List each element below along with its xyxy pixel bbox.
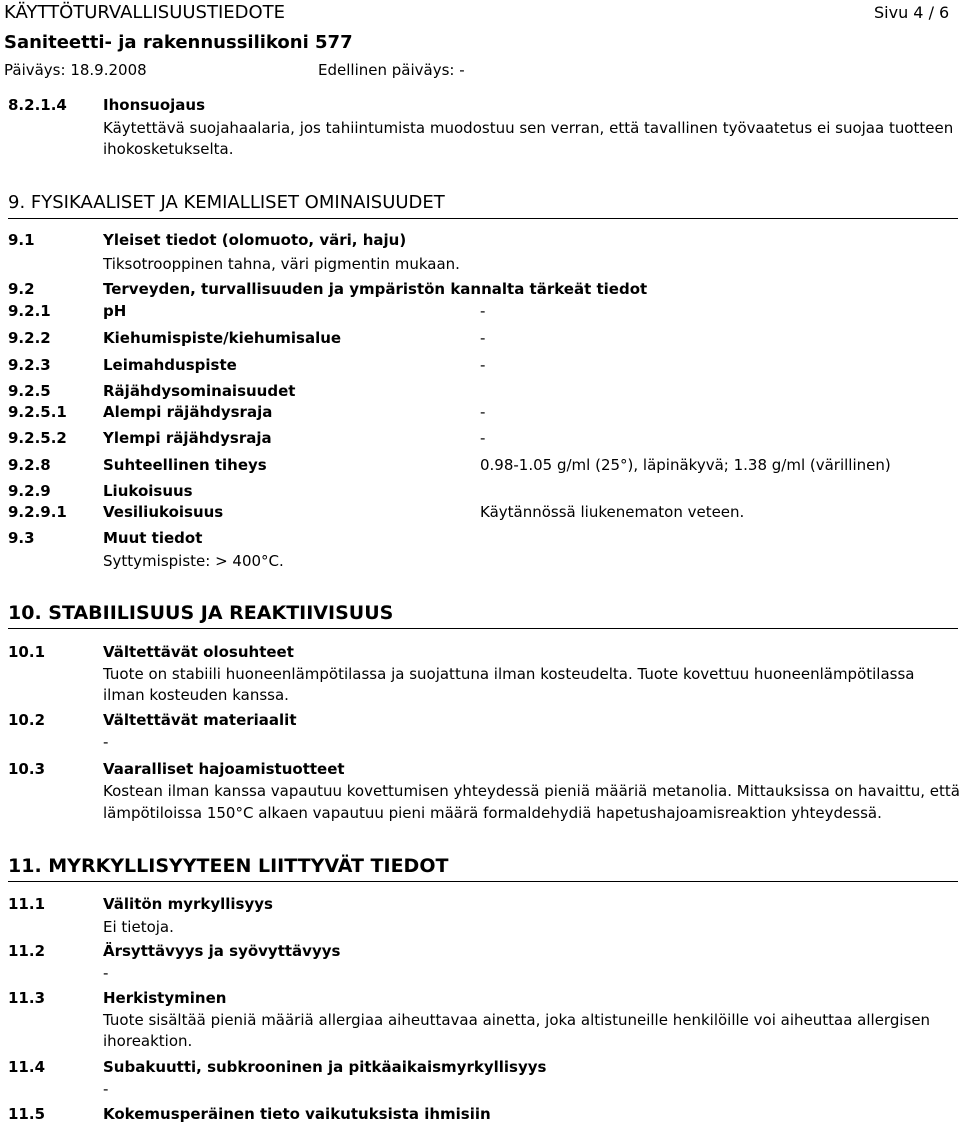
section-divider xyxy=(8,881,958,882)
row-text: - xyxy=(103,733,109,751)
row-value: - xyxy=(480,356,486,374)
section-number: 8.2.1.4 xyxy=(8,96,67,114)
row-label: Kiehumispiste/kiehumisalue xyxy=(103,329,342,347)
row-label: Vaaralliset hajoamistuotteet xyxy=(103,760,345,778)
page-number: Sivu 4 / 6 xyxy=(874,3,950,22)
row-number: 10.2 xyxy=(8,711,46,729)
row-value: - xyxy=(480,302,486,320)
row-number: 9.2.9 xyxy=(8,482,51,500)
row-label: Subakuutti, subkrooninen ja pitkäaikaismyrkyllisyys xyxy=(103,1058,547,1076)
row-number: 9.3 xyxy=(8,529,35,547)
row-number: 9.2.5.1 xyxy=(8,403,67,421)
row-number: 9.2 xyxy=(8,280,35,298)
row-label: Suhteellinen tiheys xyxy=(103,456,267,474)
row-label: pH xyxy=(103,302,127,320)
section-text: Käytettävä suojahaalaria, jos tahiintumista muodostuu sen verran, että tavallinen työvaatetus ei suojaa tuotteen xyxy=(103,119,954,137)
row-number: 11.4 xyxy=(8,1058,46,1076)
row-number: 11.1 xyxy=(8,895,46,913)
row-text: lämpötiloissa 150°C alkaen vapautuu pieni määrä formaldehydiä hapetushajoamisreaktion yhteydessä. xyxy=(103,804,882,822)
section-heading-11: 11. MYRKYLLISYYTEEN LIITTYVÄT TIEDOT xyxy=(8,855,449,877)
row-text: - xyxy=(103,964,109,982)
row-value: - xyxy=(480,403,486,421)
row-number: 11.5 xyxy=(8,1105,46,1123)
section-heading-9: 9. FYSIKAALISET JA KEMIALLISET OMINAISUUDET xyxy=(8,192,445,213)
row-label: Välitön myrkyllisyys xyxy=(103,895,273,913)
row-text: ilman kosteuden kanssa. xyxy=(103,686,289,704)
row-label: Leimahduspiste xyxy=(103,356,237,374)
row-label: Kokemusperäinen tieto vaikutuksista ihmisiin xyxy=(103,1105,491,1123)
row-label: Vältettävät materiaalit xyxy=(103,711,297,729)
row-number: 10.3 xyxy=(8,760,46,778)
row-text: ihoreaktion. xyxy=(103,1032,193,1050)
product-name: Saniteetti- ja rakennussilikoni 577 xyxy=(4,32,353,53)
row-label: Räjähdysominaisuudet xyxy=(103,382,296,400)
row-text: Kostean ilman kanssa vapautuu kovettumisen yhteydessä pieniä määriä metanolia. Mittauksissa on havaittu, että xyxy=(103,782,960,800)
row-value: - xyxy=(480,429,486,447)
section-divider xyxy=(8,218,958,219)
section-divider xyxy=(8,628,958,629)
row-label: Terveyden, turvallisuuden ja ympäristön kannalta tärkeät tiedot xyxy=(103,280,648,298)
section-text: ihokosketukselta. xyxy=(103,140,234,158)
row-value: - xyxy=(480,329,486,347)
row-label: Muut tiedot xyxy=(103,529,203,547)
row-label: Ärsyttävyys ja syövyttävyys xyxy=(103,942,341,960)
row-number: 9.2.1 xyxy=(8,302,51,320)
row-number: 10.1 xyxy=(8,643,46,661)
row-text: - xyxy=(103,1080,109,1098)
row-text: Ei tietoja. xyxy=(103,918,174,936)
document-type: KÄYTTÖTURVALLISUUSTIEDOTE xyxy=(4,2,286,23)
row-label: Ylempi räjähdysraja xyxy=(103,429,272,447)
row-label: Alempi räjähdysraja xyxy=(103,403,273,421)
row-number: 11.2 xyxy=(8,942,46,960)
row-text: Tuote on stabiili huoneenlämpötilassa ja suojattuna ilman kosteudelta. Tuote kovettuu huoneenlämpötilassa xyxy=(103,665,915,683)
row-label: Liukoisuus xyxy=(103,482,193,500)
row-number: 9.2.8 xyxy=(8,456,51,474)
row-text: Tiksotrooppinen tahna, väri pigmentin mukaan. xyxy=(103,255,460,273)
row-number: 9.2.2 xyxy=(8,329,51,347)
row-text: Syttymispiste: > 400°C. xyxy=(103,552,284,570)
issue-date: Päiväys: 18.9.2008 xyxy=(4,61,147,79)
section-title: Ihonsuojaus xyxy=(103,96,206,114)
row-number: 9.1 xyxy=(8,231,35,249)
row-number: 9.2.3 xyxy=(8,356,51,374)
section-heading-10: 10. STABIILISUUS JA REAKTIIVISUUS xyxy=(8,602,394,624)
previous-date: Edellinen päiväys: - xyxy=(318,61,465,79)
row-number: 9.2.5 xyxy=(8,382,51,400)
row-value: Käytännössä liukenematon veteen. xyxy=(480,503,745,521)
row-number: 9.2.5.2 xyxy=(8,429,67,447)
row-number: 11.3 xyxy=(8,989,46,1007)
row-label: Yleiset tiedot (olomuoto, väri, haju) xyxy=(103,231,407,249)
row-label: Herkistyminen xyxy=(103,989,227,1007)
row-label: Vältettävät olosuhteet xyxy=(103,643,294,661)
row-label: Vesiliukoisuus xyxy=(103,503,224,521)
row-value: 0.98-1.05 g/ml (25°), läpinäkyvä; 1.38 g/ml (värillinen) xyxy=(480,456,891,474)
row-number: 9.2.9.1 xyxy=(8,503,67,521)
row-text: Tuote sisältää pieniä määriä allergiaa aiheuttavaa ainetta, joka altistuneille henkilöille voi aiheuttaa allergisen xyxy=(103,1011,931,1029)
